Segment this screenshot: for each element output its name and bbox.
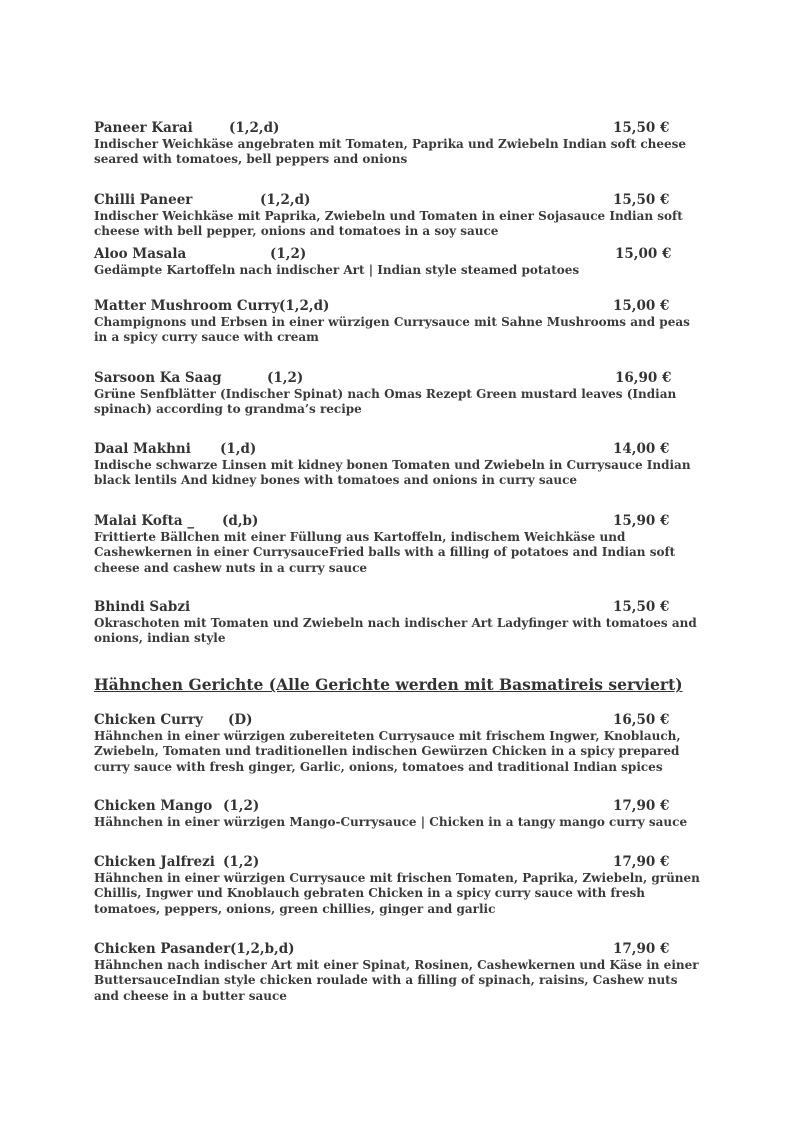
dish-description: Indischer Weichkäse mit Paprika, Zwiebeln und Tomaten in einer Sojasauce Indian soft cheese with bell pepper, onions and tomatoes in a soy sauce <box>94 209 683 239</box>
dish-name: Chicken Jalfrezi <box>94 854 215 870</box>
menu-item-header <box>94 853 704 871</box>
menu-item <box>94 191 704 240</box>
allergen-codes: (1,2) <box>223 798 260 814</box>
dish-price: 15,00 € <box>615 246 672 262</box>
menu-item <box>94 711 704 775</box>
dish-description: Hähnchen in einer würzigen zubereiteten Currysauce mit frischem Ingwer, Knoblauch, Zwiebeln, Tomaten und traditionellen indischen Gewürzen Chicken in a spicy prepared curry sauce with fresh ginger, Garlic, onions, tomatoes and traditional Indian spices <box>94 729 681 774</box>
menu-item <box>94 853 704 917</box>
dish-name: Chilli Paneer <box>94 192 193 208</box>
menu-item <box>94 598 704 647</box>
dish-price: 17,90 € <box>613 854 670 870</box>
menu-item <box>94 297 704 346</box>
dish-price: 15,50 € <box>613 599 670 615</box>
allergen-codes: (1,2) <box>270 246 307 262</box>
dish-price: 15,90 € <box>613 513 670 529</box>
menu-item-header <box>94 440 704 458</box>
allergen-codes: (d,b) <box>222 513 259 529</box>
dish-description: Hähnchen in einer würzigen Mango-Currysauce | Chicken in a tangy mango curry sauce <box>94 815 688 829</box>
dish-price: 17,90 € <box>613 941 670 957</box>
allergen-codes: (1,2) <box>223 854 260 870</box>
dish-price: 15,00 € <box>613 298 670 314</box>
menu-item-header <box>94 512 704 530</box>
menu-item <box>94 119 704 168</box>
menu-item <box>94 797 704 830</box>
allergen-codes: (1,2,d) <box>279 298 330 314</box>
dish-name: Sarsoon Ka Saag <box>94 370 222 386</box>
menu-item-header <box>94 369 704 387</box>
dish-description: Champignons und Erbsen in einer würzigen Currysauce mit Sahne Mushrooms and peas in a spicy curry sauce with cream <box>94 315 690 345</box>
dish-name: Matter Mushroom Curry <box>94 298 280 314</box>
dish-price: 16,90 € <box>615 370 672 386</box>
dish-description: Gedämpte Kartoffeln nach indischer Art | Indian style steamed potatoes <box>94 263 580 277</box>
menu-item <box>94 245 704 278</box>
dish-name: Bhindi Sabzi <box>94 599 191 615</box>
dish-name: Chicken Mango <box>94 798 213 814</box>
allergen-codes: (1,2,d) <box>260 192 311 208</box>
dish-description: Indische schwarze Linsen mit kidney bonen Tomaten und Zwiebeln in Currysauce Indian black lentils And kidney bones with tomatoes and onions in curry sauce <box>94 458 691 488</box>
menu-item-header <box>94 297 704 315</box>
menu-item-header <box>94 797 704 815</box>
dish-description: Hähnchen in einer würzigen Currysauce mit frischen Tomaten, Paprika, Zwiebeln, grünen Chillis, Ingwer und Knoblauch gebraten Chicken in a spicy curry sauce with fresh tomatoes, peppers, onions, green chillies, ginger and garlic <box>94 871 700 916</box>
dish-description: Grüne Senfblätter (Indischer Spinat) nach Omas Rezept Green mustard leaves (Indian spinach) according to grandma’s recipe <box>94 387 677 417</box>
menu-item-header <box>94 940 704 958</box>
dish-price: 14,00 € <box>613 441 670 457</box>
menu-item-header <box>94 191 704 209</box>
dish-price: 15,50 € <box>613 192 670 208</box>
dish-description: Frittierte Bällchen mit einer Füllung aus Kartoffeln, indischem Weichkäse und Cashewkernen in einer CurrysauceFried balls with a filling of potatoes and Indian soft cheese and cashew nuts in a curry sauce <box>94 530 676 575</box>
dish-description: Hähnchen nach indischer Art mit einer Spinat, Rosinen, Cashewkernen und Käse in einer ButtersauceIndian style chicken roulade with a filling of spinach, raisins, Cashew nuts and cheese in a butter sauce <box>94 958 699 1003</box>
dish-name: Malai Kofta _ <box>94 513 195 529</box>
dish-description: Okraschoten mit Tomaten und Zwiebeln nach indischer Art Ladyfinger with tomatoes and onions, indian style <box>94 616 697 646</box>
menu-item-header <box>94 711 704 729</box>
dish-price: 17,90 € <box>613 798 670 814</box>
allergen-codes: (1,2,b,d) <box>230 941 295 957</box>
menu-item-header <box>94 119 704 137</box>
dish-price: 16,50 € <box>613 712 670 728</box>
section-title: Hähnchen Gerichte (Alle Gerichte werden mit Basmatireis serviert) <box>94 675 683 694</box>
dish-name: Paneer Karai <box>94 120 193 136</box>
menu-item-header <box>94 598 704 616</box>
allergen-codes: (1,d) <box>220 441 257 457</box>
menu-item <box>94 940 704 1004</box>
dish-description: Indischer Weichkäse angebraten mit Tomaten, Paprika und Zwiebeln Indian soft cheese seared with tomatoes, bell peppers and onions <box>94 137 687 167</box>
menu-item <box>94 369 704 418</box>
allergen-codes: (1,2) <box>267 370 304 386</box>
dish-name: Chicken Curry <box>94 712 203 728</box>
dish-price: 15,50 € <box>613 120 670 136</box>
allergen-codes: (1,2,d) <box>229 120 280 136</box>
allergen-codes: (D) <box>228 712 253 728</box>
menu-item-header <box>94 245 704 263</box>
menu-item <box>94 440 704 489</box>
dish-name: Daal Makhni <box>94 441 191 457</box>
dish-name: Aloo Masala <box>94 246 187 262</box>
menu-item <box>94 512 704 576</box>
dish-name: Chicken Pasander <box>94 941 231 957</box>
